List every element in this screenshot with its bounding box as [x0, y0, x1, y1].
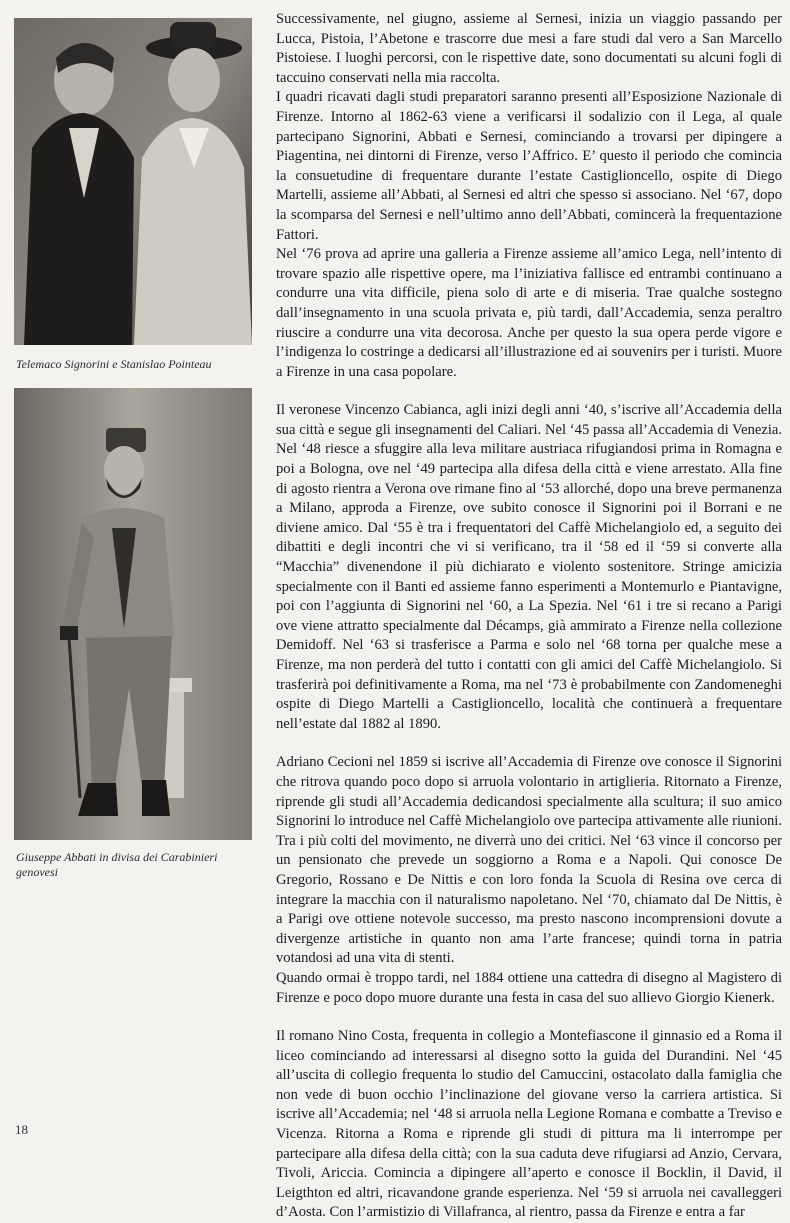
- paragraph-costa: Il romano Nino Costa, frequenta in collegio a Montefiascone il ginnasio ed a Roma il liceo cominciando ad interessarsi al disegno sotto la guida del Durandini. Nel ‘45 all’uscita di collegio frequenta lo studio del Camuccini, ostacolato dalla famiglia che non vede di buon occhio l’inclinazione del giovane verso la carriera artistica. Si iscrive all’Accademia; nel ‘48 si arruola nella Legione Romana e combatte a Treviso e Vicenza. Ritorna a Roma e riprende gli studi di pittura ma li interrompe per partecipare alla difesa della città; con la sua caduta deve rifugiarsi ad Anzio, Cervara, Tivoli, Ariccia. Comincia a dipingere all’aperto e conosce il Bocklin, il David, il Leigthton ed altri, ricavandone grande esperienza. Nel ‘59 si arruola nei cavalleggeri d’Aosta. Con l’armistizio di Villafranca, al rientro, passa da Firenze e entra a far: [276, 1028, 782, 1221]
- paragraph: Successivamente, nel giugno, assieme al Sernesi, inizia un viaggio passando per Lucca, Pistoia, l’Abetone e trascorre due mesi a fare studi dal vero a San Marcello Pistoiese. I luoghi percorsi, con le rispettive date, sono documentati su alcuni fogli di taccuino conservati nella mia raccolta.: [276, 11, 782, 86]
- page-number: 18: [15, 1122, 28, 1137]
- paragraph: Nel ‘76 prova ad aprire una galleria a Firenze assieme all’amico Lega, nell’intento di trovare spazio alle rispettive opere, ma l’iniziativa fallisce ed entrambi continuano a condurre una vita difficile, piena solo di arte e di miseria. Trae qualche sostegno dall’insegnamento in una scuola privata e, più tardi, dall’Accademia, senza peraltro riuscire a condurre una vita decorosa. Anche per questo la sua opera perde vigore e l’indigenza lo costringe a dedicarsi all’illustrazione ed ai souvenirs per i turisti. Muore a Firenze in una casa popolare.: [276, 246, 782, 380]
- photo-image: [14, 388, 252, 840]
- figure-caption-2: Giuseppe Abbati in divisa dei Carabinieri genovesi: [16, 850, 218, 879]
- body-text-column: [276, 10, 782, 1223]
- paragraph-cecioni: Adriano Cecioni nel 1859 si iscrive all’Accademia di Firenze ove conosce il Signorini che ritrova quando poco dopo si arruola volontario in artiglieria. Ritornato a Firenze, riprende gli studi all’Accademia dedicandosi specialmente alla scultura; il suo amico Signorini lo introduce nel Caffè Michelangiolo ove partecipa attivamente alle riunioni. Tra i più colti del movimento, ne diverrà uno dei critici. Nel ‘63 vince il concorso per un pensionato che prevede un soggiorno a Roma e a Napoli. Qui conosce De Gregorio, Rossano e De Nittis e con loro fonda la Scuola di Resina ove cerca di integrare la macchia con il naturalismo napoletano. Nel ‘70, chiamato dal De Nittis, è a Parigi ove ottiene notevole successo, ma presto nascono incomprensioni dovute a divergenze artistiche in quanto non ama l’arte francese; quindi torna in patria votandosi ad una vita di stenti.: [276, 754, 782, 967]
- paragraph: I quadri ricavati dagli studi preparatori saranno presenti all’Esposizione Nazionale di Firenze. Intorno al 1862-63 viene a verificarsi il sodalizio con il Lega, al quale partecipano Signorini, Abbati e Sernesi, cominciando a trovarsi per dipingere a Piagentina, nei dintorni di Firenze, verso l’Affrico. E’ questo il periodo che comincia la consuetudine di frequentare durante l’estate Castiglioncello, ospite di Diego Martelli, assieme all’Abbati, al Sernesi ed altri che spesso si associano. Nel ‘67, dopo la scomparsa del Sernesi e nell’ultimo anno dell’Abbati, comincerà la frequentazione Fattori.: [276, 89, 782, 243]
- photo-abbati-uniform: [14, 388, 252, 840]
- photo-image: [14, 18, 252, 345]
- paragraph-cabianca: Il veronese Vincenzo Cabianca, agli inizi degli anni ‘40, s’iscrive all’Accademia della sua città e segue gli insegnamenti del Caliari. Nel ‘45 passa all’Accademia di Venezia. Nel ‘48 riesce a sfuggire alla leva militare austriaca rifugiandosi prima in Romagna e poi a Bologna, ove nel ‘49 partecipa alla difesa della città e viene arrestato. Alla fine di agosto rientra a Verona ove rimane fino al ‘53 allorché, dopo una breve permanenza a Milano, approda a Firenze, ove subito conosce il Signorini poi il Borrani e ne diviene amico. Dal ‘55 è tra i frequentatori del Caffè Michelangiolo ed, a seguito dei dibattiti e degli incontri che vi si verificano, tra il ‘58 ed il ‘59 si converte alla “Macchia” divenendone il più dichiarato e violento sostenitore. Stringe amicizia specialmente con il Banti ed assieme fanno esperimenti a Montemurlo e Piantavigne, poi con l’aggiunta di Signorini nel ‘60, a La Spezia. Nel ‘61 i tre si recano a Parigi ove viene attratto specialmente dal Décamps, già ammirato a Firenze nella collezione Demidoff. Nel ‘63 si trasferisce a Parma e solo nel ‘68 torna per qualche mese a Firenze, ma non perderà del tutto i contatti con gli amici del Caffè Michelangiolo. Si trasferirà poi definitivamente a Roma, ma nel ‘73 è probabilmente con Zandomeneghi ospite di Diego Martelli a Castiglioncello, località che continuerà a frequentare nell’estate dal 1882 al 1890.: [276, 402, 782, 732]
- photo-signorini-pointeau: [14, 18, 252, 345]
- figure-caption-1: Telemaco Signorini e Stanislao Pointeau: [16, 357, 212, 371]
- paragraph: Quando ormai è troppo tardi, nel 1884 ottiene una cattedra di disegno al Magistero di Firenze e poco dopo muore durante una festa in casa del suo allievo Giorgio Kienerk.: [276, 969, 782, 1006]
